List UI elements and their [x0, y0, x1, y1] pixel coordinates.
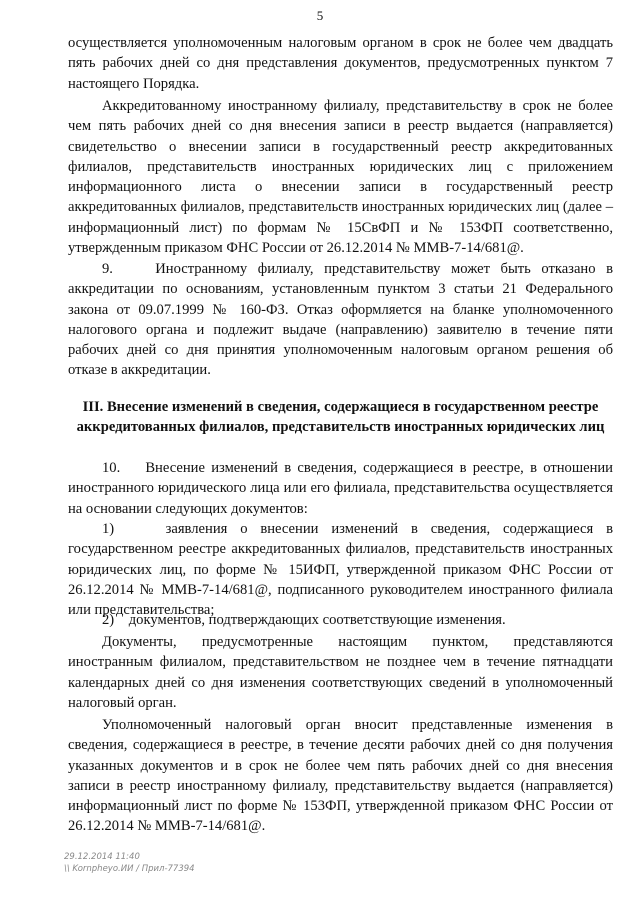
paragraph-tax-authority-changes: Уполномоченный налоговый орган вносит представленные изменения в сведения, содержащиеся в реестре, в течение десяти рабочих дней со дня получения указанных документов и в срок не более чем пять рабочих дней со дня внесения записи в реестр иностранному филиалу, представительству выдается (направляется) информационный лист по форме № 153ФП, утвержденной приказом ФНС России от 26.12.2014 № ММВ-7-14/681@.: [68, 717, 613, 835]
section-heading: III. Внесение изменений в сведения, содержащиеся в государственном реестре аккредитованных филиалов, представительств иностранных юридических лиц: [76, 399, 605, 436]
paragraph-accreditation-certificate: Аккредитованному иностранному филиалу, представительству в срок не более чем пять рабочих дней со дня внесения записи в реестр выдается (направляется) свидетельство о внесении записи в государственный реестр аккредитованных филиалов, представительств иностранных юридических лиц с приложением информационного листа о внесении записи в государственный реестр аккредитованных филиалов, представительств иностранных юридических лиц (далее – информационный лист) по формам № 15СвФП и № 153ФП соответственно, утвержденным приказом ФНС России от 26.12.2014 № ММВ-7-14/681@.: [68, 98, 613, 257]
footer-timestamp: 29.12.2014 11:40: [64, 852, 140, 862]
paragraph-subitem-1: 1) заявления о внесении изменений в сведения, содержащиеся в государственном реестре аккредитованных филиалов, представительств иностранных юридических лиц, по форме № 15ИФП, утвержденной приказом ФНС России от 26.12.2014 № ММВ-7-14/681@, подписанного руководителем иностранного филиала или представительства;: [68, 521, 613, 619]
paragraph-subitem-2: 2) документов, подтверждающих соответствующие изменения.: [102, 612, 506, 628]
paragraph-documents-submission: Документы, предусмотренные настоящим пунктом, представляются иностранным филиалом, представительством не позднее чем в течение пятнадцати календарных дней со дня изменения соответствующих сведений в уполномоченный налоговый орган.: [68, 634, 613, 711]
footer-file-path: \\ Kornpheyo.ИИ / Прил-77394: [64, 864, 195, 874]
page-number: 5: [316, 8, 324, 23]
paragraph-item-9: 9. Иностранному филиалу, представительству может быть отказано в аккредитации по основаниям, установленным пунктом 3 статьи 21 Федерального закона от 09.07.1999 № 160-ФЗ. Отказ оформляется на бланке уполномоченного налогового органа и подлежит выдаче (направлению) заявителю в течение пяти рабочих дней со дня принятия уполномоченным налоговым органом решения об отказе в аккредитации.: [68, 261, 613, 379]
paragraph-continuation: осуществляется уполномоченным налоговым органом в срок не более чем двадцать пять рабочих дней со дня представления документов, предусмотренных пунктом 7 настоящего Порядка.: [68, 35, 613, 92]
paragraph-item-10: 10. Внесение изменений в сведения, содержащиеся в реестре, в отношении иностранного юридического лица или его филиала, представительства осуществляется на основании следующих документов:: [68, 460, 613, 517]
